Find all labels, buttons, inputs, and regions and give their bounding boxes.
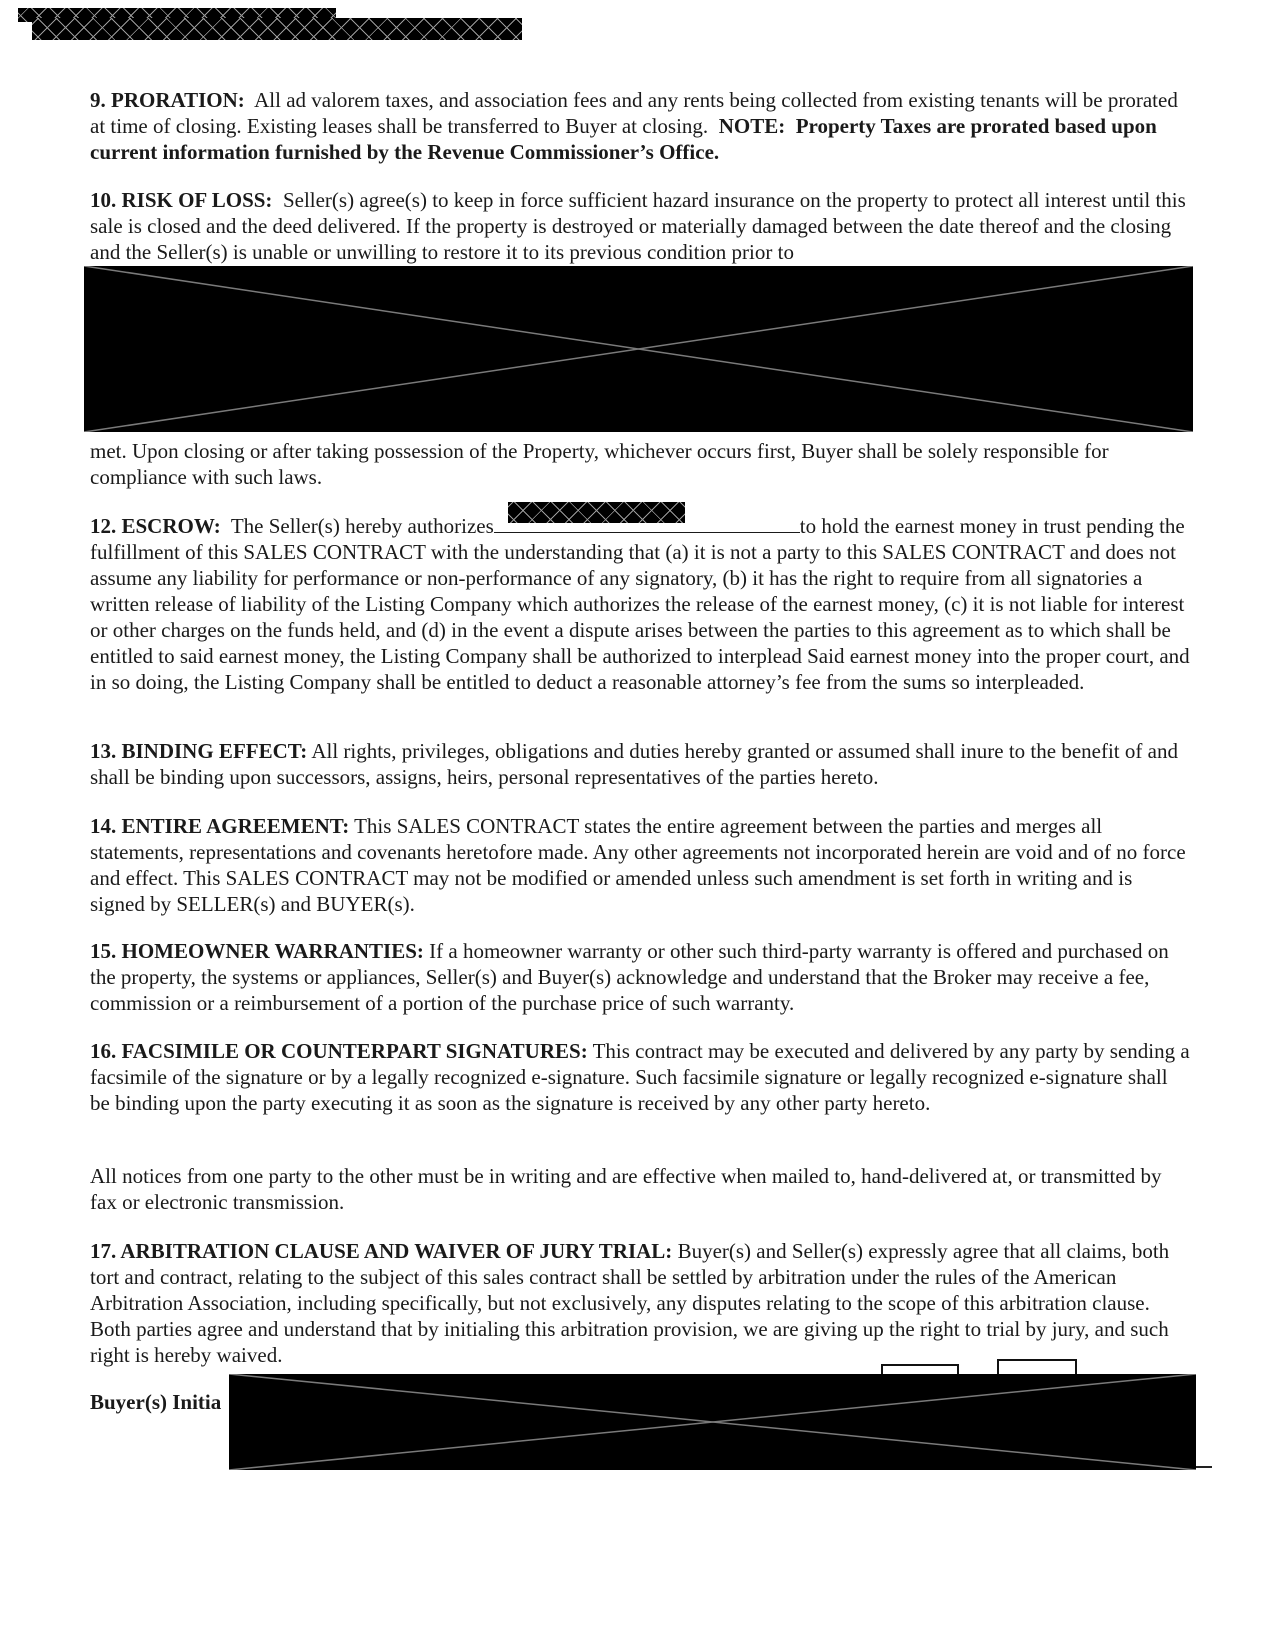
binding-effect-text: All rights, privileges, obligations and duties hereby granted or assumed shall inure to the benefit of and shall be binding upon successors, assigns, heirs, personal representatives of the parties hereto.	[90, 739, 1178, 789]
escrow-heading: 12. ESCROW:	[90, 514, 221, 538]
facsimile-text: This contract may be executed and delivered by any party by sending a facsimile of the signature or by a legally recognized e-signature. Such facsimile signature or legally recognized e-signature shall be binding upon the party executing it as soon as the signature is received by any other party hereto.	[90, 1039, 1190, 1115]
notices-text: All notices from one party to the other must be in writing and are effective when mailed to, hand-delivered at, or transmitted by fax or electronic transmission.	[90, 1164, 1162, 1214]
proration-text: All ad valorem taxes, and association fees and any rents being collected from existing tenants will be prorated at time of closing. Existing leases shall be transferred to Buyer at closing.	[90, 88, 1178, 138]
section-binding-effect	[90, 738, 1190, 790]
homeowner-warranties-heading: 15. HOMEOWNER WARRANTIES:	[90, 939, 424, 963]
section-continuation	[90, 438, 1190, 490]
facsimile-heading: 16. FACSIMILE OR COUNTERPART SIGNATURES:	[90, 1039, 588, 1063]
escrow-text-after-blank: to hold the earnest money in trust pending the fulfillment of this SALES CONTRACT with the understanding that (a) it is not a party to this SALES CONTRACT and does not assume any liability for performance or non-performance of any signatory, (b) it has the right to require from all signatories a written release of liability of the Listing Company which authorizes the release of the earnest money, (c) it is not liable for interest or other charges on the funds held, and (d) in the event a dispute arises between the parties to this agreement as to which shall be entitled to said earnest money, the Listing Company shall be authorized to interplead Said earnest money into the proper court, and in so doing, the Listing Company shall be entitled to deduct a reasonable attorney’s fee from the sums so interpleaded.	[90, 514, 1190, 694]
initials-label: Buyer(s) Initia	[90, 1390, 222, 1414]
proration-note-text: Property Taxes are prorated based upon current information furnished by the Revenue Commissioner’s Office.	[90, 114, 1157, 164]
section-entire-agreement	[90, 813, 1190, 917]
escrow-text-before-blank: The Seller(s) hereby authorizes	[230, 514, 494, 538]
proration-heading: 9. PRORATION:	[90, 88, 245, 112]
signature-underline-stub	[1196, 1466, 1212, 1468]
redaction-block-large	[84, 266, 1193, 432]
section-notices	[90, 1163, 1190, 1215]
section-risk-of-loss	[90, 187, 1190, 265]
initials-line	[90, 1389, 240, 1415]
section-arbitration	[90, 1238, 1190, 1368]
redaction-block-bottom	[229, 1374, 1196, 1470]
section-escrow	[90, 513, 1190, 695]
arbitration-heading: 17. ARBITRATION CLAUSE AND WAIVER OF JURY TRIAL:	[90, 1239, 673, 1263]
proration-note-label: NOTE:	[718, 114, 786, 138]
risk-of-loss-heading: 10. RISK OF LOSS:	[90, 188, 273, 212]
redacted-header-line-2	[32, 18, 522, 40]
binding-effect-heading: 13. BINDING EFFECT:	[90, 739, 308, 763]
entire-agreement-heading: 14. ENTIRE AGREEMENT:	[90, 814, 350, 838]
section-facsimile	[90, 1038, 1190, 1116]
risk-of-loss-text: Seller(s) agree(s) to keep in force sufficient hazard insurance on the property to protect all interest until this sale is closed and the deed delivered. If the property is destroyed or materially damaged between the date thereof and the closing and the Seller(s) is unable or unwilling to restore it to its previous condition prior to	[90, 188, 1186, 264]
redacted-escrow-agent	[508, 502, 685, 523]
homeowner-warranties-text: If a homeowner warranty or other such third-party warranty is offered and purchased on the property, the systems or appliances, Seller(s) and Buyer(s) acknowledge and understand that the Broker may receive a fee, commission or a reimbursement of a portion of the purchase price of such warranty.	[90, 939, 1169, 1015]
entire-agreement-text: This SALES CONTRACT states the entire agreement between the parties and merges all statements, representations and covenants heretofore made. Any other agreements not incorporated herein are void and of no force and effect. This SALES CONTRACT may not be modified or amended unless such amendment is set forth in writing and is signed by SELLER(s) and BUYER(s).	[90, 814, 1186, 916]
continuation-text: met. Upon closing or after taking possession of the Property, whichever occurs first, Buyer shall be solely responsible for compliance with such laws.	[90, 439, 1109, 489]
section-homeowner-warranties	[90, 938, 1190, 1016]
arbitration-text: Buyer(s) and Seller(s) expressly agree that all claims, both tort and contract, relating to the subject of this sales contract shall be settled by arbitration under the rules of the American Arbitration Association, including specifically, but not exclusively, any disputes relating to the scope of this arbitration clause. Both parties agree and understand that by initialing this arbitration provision, we are giving up the right to trial by jury, and such right is hereby waived.	[90, 1239, 1170, 1367]
section-proration	[90, 87, 1190, 165]
